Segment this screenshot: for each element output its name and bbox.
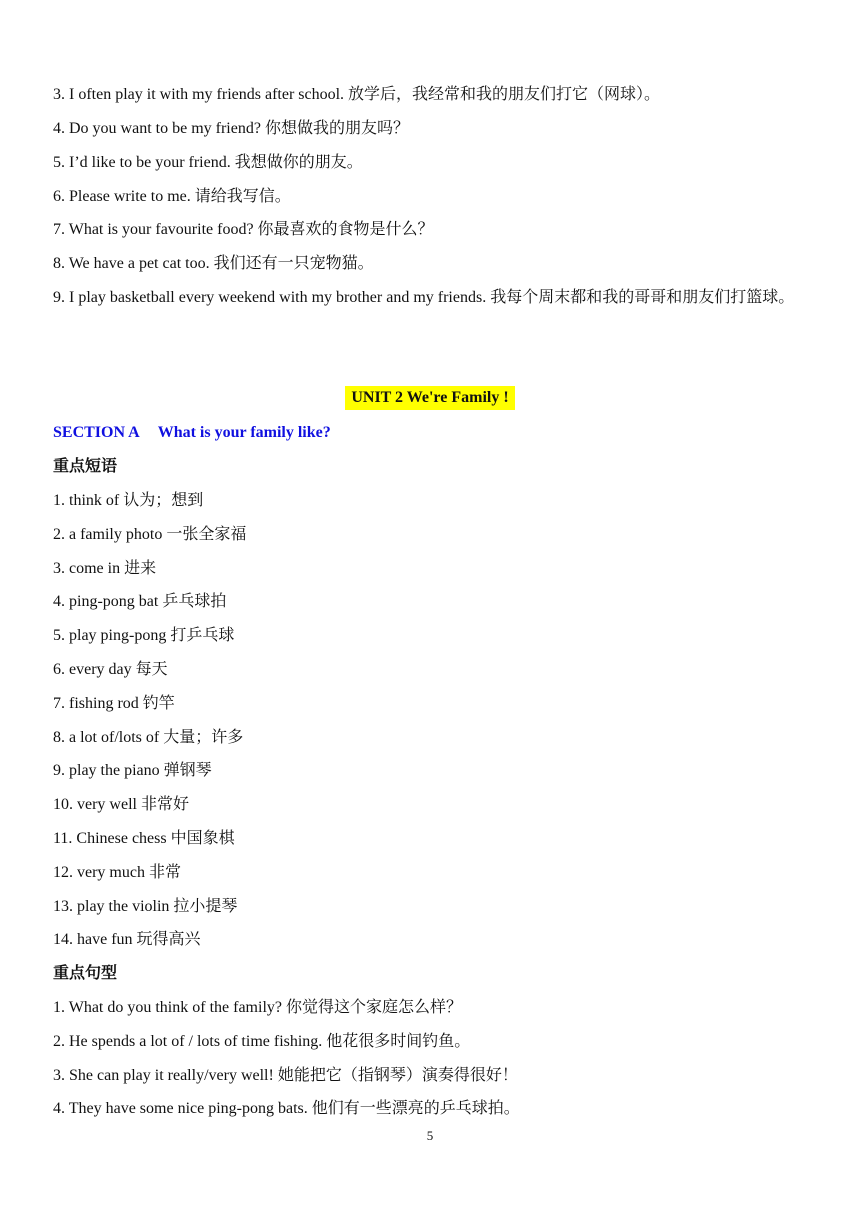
phrase-item: 14. have fun 玩得高兴 xyxy=(53,931,201,948)
phrase-item: 13. play the violin 拉小提琴 xyxy=(53,898,238,915)
unit-title-wrap xyxy=(0,386,860,410)
phrase-item: 7. fishing rod 钓竿 xyxy=(53,695,175,712)
phrase-item: 8. a lot of/lots of 大量；许多 xyxy=(53,729,244,746)
phrase-item: 10. very well 非常好 xyxy=(53,796,189,813)
phrase-item: 5. play ping-pong 打乒乓球 xyxy=(53,627,235,644)
section-heading xyxy=(53,423,820,443)
phrase-item: 12. very much 非常 xyxy=(53,864,181,881)
key-sentence: 2. He spends a lot of / lots of time fishing. 他花很多时间钓鱼。 xyxy=(53,1033,471,1050)
phrase-item: 11. Chinese chess 中国象棋 xyxy=(53,830,235,847)
key-sentence: 3. She can play it really/very well! 她能把它（指钢琴）演奏得很好！ xyxy=(53,1067,518,1084)
section-title: What is your family like? xyxy=(157,424,331,441)
phrase-item: 3. come in 进来 xyxy=(53,560,157,577)
section-label: SECTION A xyxy=(53,424,140,441)
key-sentence: 1. What do you think of the family? 你觉得这个家庭怎么样？ xyxy=(53,999,462,1016)
key-sentence: 4. They have some nice ping-pong bats. 他们有一些漂亮的乒乓球拍。 xyxy=(53,1100,520,1117)
phrases-heading: 重点短语 xyxy=(53,458,118,475)
sentence-3: 3. I often play it with my friends after school. 放学后，我经常和我的朋友们打它（网球）。 xyxy=(53,86,661,103)
phrase-item: 4. ping-pong bat 乒乓球拍 xyxy=(53,593,227,610)
unit-title: UNIT 2 We're Family ! xyxy=(345,386,514,410)
sentence-9: 9. I play basketball every weekend with my brother and my friends. 我每个周末都和我的哥哥和朋友们打篮球。 xyxy=(53,289,795,306)
phrase-item: 2. a family photo 一张全家福 xyxy=(53,526,247,543)
phrase-item: 6. every day 每天 xyxy=(53,661,168,678)
page-number: 5 xyxy=(426,1128,434,1143)
sentence-7: 7. What is your favourite food? 你最喜欢的食物是什么？ xyxy=(53,221,434,238)
phrase-item: 9. play the piano 弹钢琴 xyxy=(53,762,212,779)
sentence-4: 4. Do you want to be my friend? 你想做我的朋友吗？ xyxy=(53,120,409,137)
sentences-heading: 重点句型 xyxy=(53,965,118,982)
sentence-6: 6. Please write to me. 请给我写信。 xyxy=(53,188,291,205)
sentence-8: 8. We have a pet cat too. 我们还有一只宠物猫。 xyxy=(53,255,374,272)
sentence-5: 5. I’d like to be your friend. 我想做你的朋友。 xyxy=(53,154,363,171)
phrase-item: 1. think of 认为；想到 xyxy=(53,492,204,509)
